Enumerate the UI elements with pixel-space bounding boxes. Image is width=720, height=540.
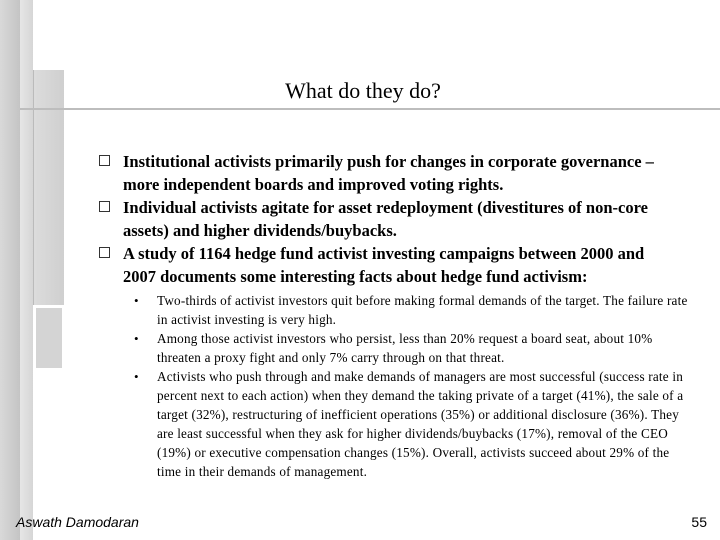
- sub-bullet-list: [130, 291, 690, 481]
- sub-bullet-item: [130, 367, 690, 481]
- square-bullet-icon: [99, 247, 110, 258]
- sub-bullet-text: Among those activist investors who persist, less than 20% request a board seat, about 10% threaten a proxy fight and only 7% carry through on that threat.: [157, 331, 653, 365]
- dot-bullet-icon: •: [134, 331, 139, 346]
- sub-bullet-item: [130, 291, 690, 329]
- dot-bullet-icon: •: [134, 369, 139, 384]
- slide-title: What do they do?: [285, 78, 441, 103]
- page-number: 55: [691, 514, 707, 530]
- bullet-item: [98, 150, 678, 196]
- footer-author: Aswath Damodaran: [16, 514, 139, 530]
- decor-bar-middle: [33, 70, 64, 305]
- square-bullet-icon: [99, 201, 110, 212]
- bullet-text: A study of 1164 hedge fund activist investing campaigns between 2000 and 2007 documents some interesting facts about hedge fund activism:: [123, 244, 645, 286]
- main-bullet-list: [98, 150, 678, 288]
- bullet-item: [98, 242, 678, 288]
- sub-bullet-text: Two-thirds of activist investors quit before making formal demands of the target. The failure rate in activist investing is very high.: [157, 293, 688, 327]
- decor-bar-small: [36, 308, 62, 368]
- bullet-text: Institutional activists primarily push for changes in corporate governance – more independent boards and improved voting rights.: [123, 152, 654, 194]
- sub-bullet-item: [130, 329, 690, 367]
- bullet-item: [98, 196, 678, 242]
- title-divider: [20, 108, 720, 110]
- sub-bullet-text: Activists who push through and make demands of managers are most successful (success rate in percent next to each action) when they demand the taking private of a target (41%), the sale of a target (32%), restructuring of inefficient operations (35%) or additional disclosure (36%). They are least successful when they ask for higher dividends/buybacks (17%), removal of the CEO (19%) or executive compensation changes (15%). Overall, activists succeed about 29% of the time in their demands of management.: [157, 369, 684, 479]
- dot-bullet-icon: •: [134, 293, 139, 308]
- bullet-text: Individual activists agitate for asset redeployment (divestitures of non-core assets) and higher dividends/buybacks.: [123, 198, 648, 240]
- square-bullet-icon: [99, 155, 110, 166]
